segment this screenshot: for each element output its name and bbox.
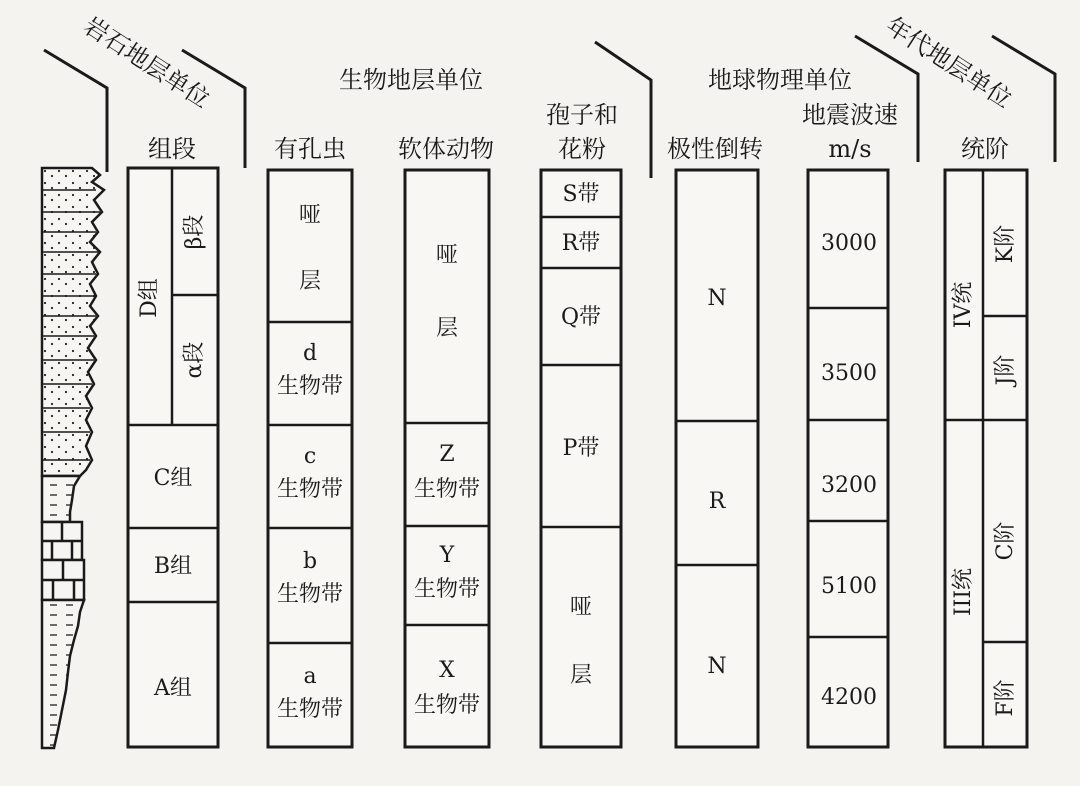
pollen-column-title-line2: 花粉 (558, 135, 606, 163)
series-stage-column (945, 170, 1027, 747)
series-iii-label: III统 (951, 567, 976, 617)
polarity-normal-bottom: N (707, 654, 727, 679)
geophysical-header: 地球物理单位 (708, 66, 852, 94)
formation-column (128, 168, 218, 747)
lithologic-column (42, 168, 104, 748)
velocity-4200: 4200 (821, 685, 877, 710)
series-column-title: 统阶 (961, 135, 1009, 163)
polarity-reversed: R (708, 489, 726, 514)
polarity-column (676, 170, 758, 747)
lithostratigraphic-header: 岩石地层单位 (78, 11, 215, 114)
d-group-label: D组 (137, 278, 162, 318)
a-group-label: A组 (154, 676, 192, 701)
biostratigraphic-header: 生物地层单位 (339, 66, 483, 94)
mollusca-barren-char1: 哑 (435, 243, 459, 268)
foraminifera-column (268, 170, 352, 747)
mollusca-zone-z-letter: Z (439, 442, 455, 467)
stage-f-label: F阶 (993, 679, 1018, 717)
velocity-column-title-line1: 地震波速 (802, 101, 898, 129)
pollen-s-zone: S带 (562, 182, 600, 207)
mollusca-zone-x-label: 生物带 (413, 693, 481, 718)
mollusca-barren-char2: 层 (435, 316, 459, 341)
beta-member-label: β段 (182, 214, 207, 250)
shale-upper-section (42, 476, 80, 522)
pollen-p-zone: P带 (562, 436, 600, 461)
foram-zone-b-label: 生物带 (276, 582, 344, 607)
velocity-3000: 3000 (821, 231, 877, 256)
stage-j-label: J阶 (993, 354, 1018, 386)
foram-zone-d-letter: d (302, 341, 318, 366)
mollusca-zone-y-letter: Y (439, 543, 455, 568)
foram-barren-char2: 层 (298, 269, 322, 294)
velocity-column-title-line2: m/s (828, 135, 872, 163)
foram-zone-a-letter: a (303, 664, 317, 689)
formation-column-title: 组段 (148, 135, 196, 163)
foram-zone-d-label: 生物带 (276, 374, 344, 399)
pollen-q-zone: Q带 (560, 305, 602, 330)
pollen-r-zone: R带 (561, 231, 601, 256)
velocity-5100: 5100 (821, 574, 877, 599)
mollusca-zone-y-label: 生物带 (413, 577, 481, 602)
stage-c-label: C阶 (993, 521, 1018, 561)
foram-barren-char1: 哑 (298, 203, 322, 228)
series-iv-label: IV统 (951, 281, 976, 329)
velocity-3200: 3200 (821, 473, 877, 498)
pollen-barren-char1: 哑 (569, 595, 593, 620)
sandstone-section (42, 168, 104, 476)
shale-lower-section (42, 600, 84, 748)
stage-k-label: K阶 (993, 224, 1018, 264)
mollusca-zone-z-label: 生物带 (413, 477, 481, 502)
chronostratigraphic-header: 年代地层单位 (880, 11, 1017, 114)
velocity-3500: 3500 (821, 361, 877, 386)
mollusca-zone-x-letter: X (439, 658, 455, 683)
velocity-column (808, 170, 888, 747)
pollen-barren-char2: 层 (569, 663, 593, 688)
foram-zone-a-label: 生物带 (276, 697, 344, 722)
foram-zone-c-letter: c (303, 444, 317, 469)
foraminifera-column-title: 有孔虫 (274, 135, 346, 163)
foram-zone-b-letter: b (302, 549, 318, 574)
alpha-member-label: α段 (182, 341, 207, 379)
foram-zone-c-label: 生物带 (276, 477, 344, 502)
pollen-column-title-line1: 孢子和 (546, 101, 618, 129)
c-group-label: C组 (153, 466, 193, 491)
b-group-label: B组 (153, 554, 193, 579)
mollusca-column-title: 软体动物 (398, 135, 494, 163)
polarity-normal-top: N (707, 286, 727, 311)
mollusca-column (405, 170, 489, 747)
pollen-column (541, 170, 621, 747)
polarity-column-title: 极性倒转 (667, 135, 763, 163)
